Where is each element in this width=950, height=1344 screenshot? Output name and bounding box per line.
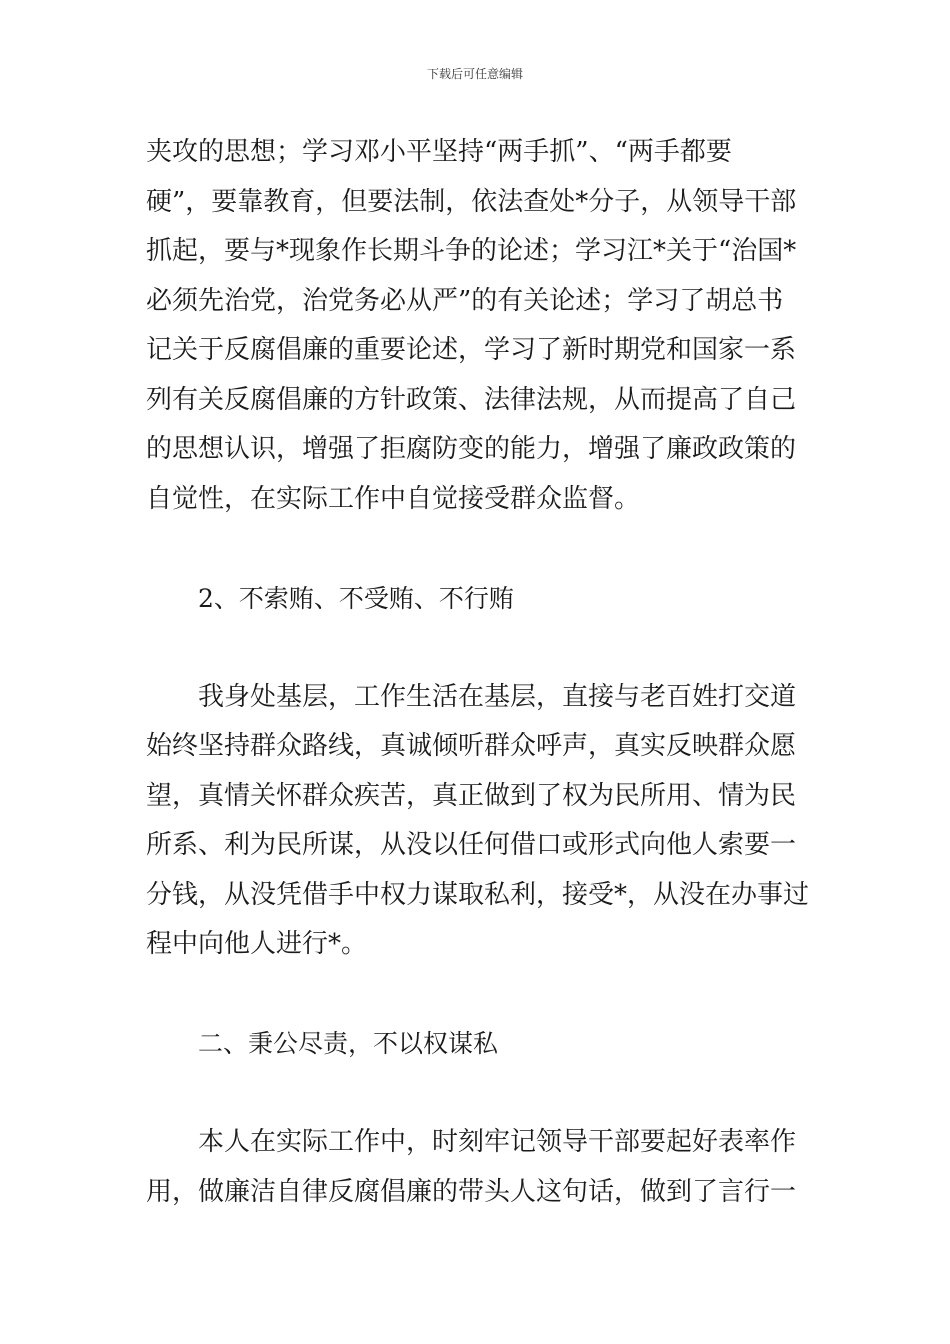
page-header: 下载后可任意编辑 [426, 67, 523, 81]
text-line: 分钱，从没凭借手中权力谋取私利，接受*，从没在办事过 [146, 879, 810, 910]
paragraph-grassroots [146, 673, 810, 970]
paragraph-gap [146, 970, 810, 1020]
paragraph-gap [146, 1069, 810, 1119]
text-line: 记关于反腐倡廉的重要论述，学习了新时期党和国家一系 [146, 335, 797, 365]
text-line: 列有关反腐倡廉的方针政策、法律法规，从而提高了自己 [146, 384, 797, 415]
text-line: 我身处基层，工作生活在基层，直接与老百姓打交道 [198, 681, 797, 712]
text-line: 用，做廉洁自律反腐倡廉的带头人这句话，做到了言行一 [146, 1176, 797, 1207]
text-line: 硬”，要靠教育，但要法制，依法查处*分子，从领导干部 [146, 186, 797, 217]
section-heading-impartial: 二、秉公尽责，不以权谋私 [198, 1029, 499, 1058]
text-line: 抓起，要与*现象作长期斗争的论述；学习江*关于“治国* [146, 236, 797, 266]
text-line: 本人在实际工作中，时刻牢记领导干部要起好表率作 [198, 1127, 797, 1157]
paragraph-gap [146, 623, 810, 673]
text-line: 望，真情关怀群众疾苦，真正做到了权为民所用、情为民 [146, 780, 797, 811]
text-line: 必须先治党，治党务必从严”的有关论述；学习了胡总书 [146, 285, 784, 316]
text-line: 所系、利为民所谋，从没以任何借口或形式向他人索要一 [146, 830, 797, 860]
section-heading-no-bribery: 2、不索贿、不受贿、不行贿 [198, 583, 514, 613]
text-line: 的思想认识，增强了拒腐防变的能力，增强了廉政政策的 [146, 434, 797, 464]
paragraph-gap [146, 524, 810, 574]
paragraph-study [146, 128, 810, 524]
text-line: 夹攻的思想；学习邓小平坚持“两手抓”、“两手都要 [146, 137, 732, 167]
document-body [146, 128, 810, 1217]
text-line: 自觉性，在实际工作中自觉接受群众监督。 [146, 483, 641, 514]
text-line: 始终坚持群众路线，真诚倾听群众呼声，真实反映群众愿 [146, 731, 797, 761]
paragraph-role-model [146, 1118, 810, 1217]
text-line: 程中向他人进行*。 [146, 929, 368, 959]
